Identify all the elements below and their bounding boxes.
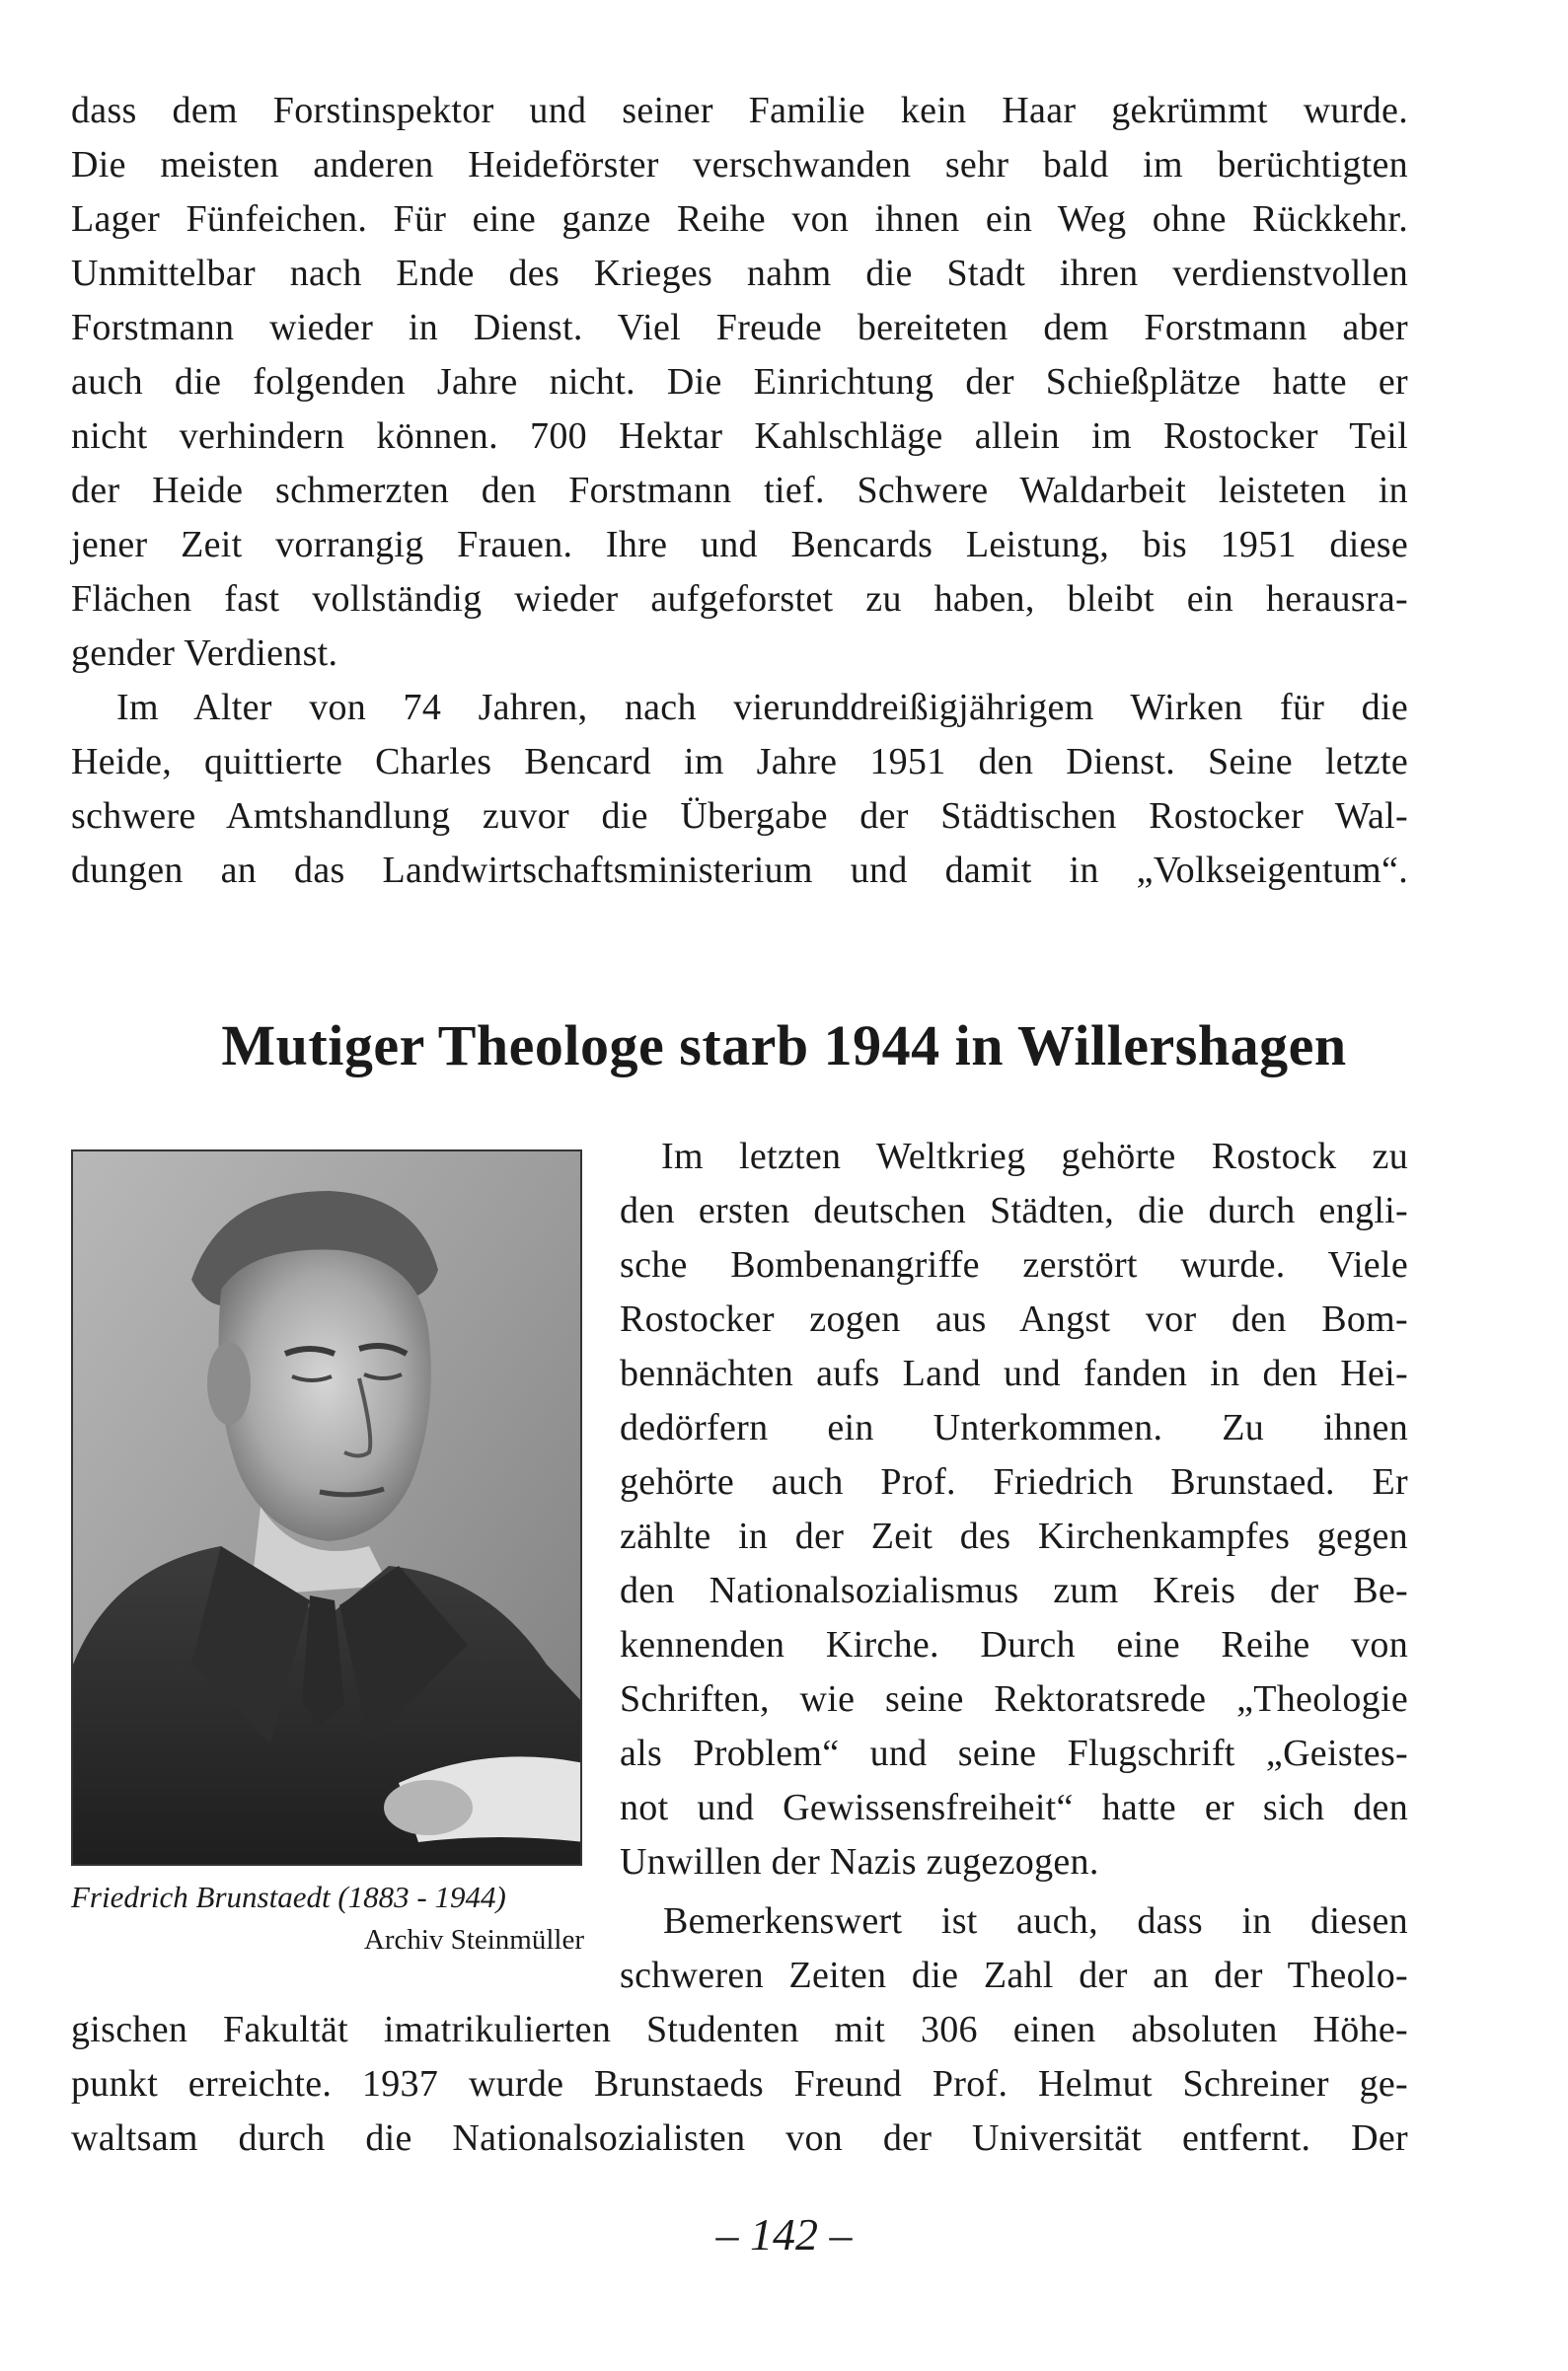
text-line: Lager Fünfeichen. Für eine ganze Reihe von ihnen ein Weg ohne Rückkehr. bbox=[71, 198, 1408, 240]
text-line: Unmittelbar nach Ende des Krieges nahm die Stadt ihren verdienstvollen bbox=[71, 253, 1408, 294]
photo-caption: Friedrich Brunstaedt (1883 - 1944) bbox=[71, 1880, 506, 1914]
text-line: dedörfern ein Unterkommen. Zu ihnen bbox=[620, 1407, 1408, 1448]
paragraph-first-line: Im Alter von 74 Jahren, nach vierunddreißigjährigem Wirken für die bbox=[116, 687, 1408, 728]
text-line: Flächen fast vollständig wieder aufgeforstet zu haben, bleibt ein herausra- bbox=[71, 578, 1408, 620]
text-line: der Heide schmerzten den Forstmann tief. Schwere Waldarbeit leisteten in bbox=[71, 470, 1408, 511]
text-line: Rostocker zogen aus Angst vor den Bom- bbox=[620, 1298, 1408, 1340]
photo-credit: Archiv Steinmüller bbox=[363, 1924, 584, 1956]
text-line: den Nationalsozialismus zum Kreis der Be- bbox=[620, 1570, 1408, 1611]
text-line: punkt erreichte. 1937 wurde Brunstaeds Freund Prof. Helmut Schreiner ge- bbox=[71, 2063, 1408, 2105]
text-line: dass dem Forstinspektor und seiner Familie kein Haar gekrümmt wurde. bbox=[71, 90, 1408, 131]
paragraph-first-line: Im letzten Weltkrieg gehörte Rostock zu bbox=[661, 1136, 1408, 1177]
text-line: gischen Fakultät imatrikulierten Studenten mit 306 einen absoluten Höhe- bbox=[71, 2009, 1408, 2050]
text-line: sche Bombenangriffe zerstört wurde. Viele bbox=[620, 1244, 1408, 1286]
text-line: Unwillen der Nazis zugezogen. bbox=[620, 1841, 1099, 1883]
text-line: not und Gewissensfreiheit“ hatte er sich den bbox=[620, 1787, 1408, 1828]
text-line: jener Zeit vorrangig Frauen. Ihre und Bencards Leistung, bis 1951 diese bbox=[71, 524, 1408, 565]
text-line: Die meisten anderen Heideförster verschwanden sehr bald im berüchtigten bbox=[71, 144, 1408, 185]
text-line: gender Verdienst. bbox=[71, 632, 338, 674]
text-line: Heide, quittierte Charles Bencard im Jahre 1951 den Dienst. Seine letzte bbox=[71, 741, 1408, 782]
text-line: Forstmann wieder in Dienst. Viel Freude bereiteten dem Forstmann aber bbox=[71, 307, 1408, 348]
portrait-image bbox=[73, 1151, 582, 1866]
text-line: als Problem“ und seine Flugschrift „Geistes- bbox=[620, 1733, 1408, 1774]
text-line: schweren Zeiten die Zahl der an der Theolo- bbox=[620, 1955, 1408, 1996]
section-heading: Mutiger Theologe starb 1944 in Willershagen bbox=[221, 1013, 1347, 1077]
portrait-photo bbox=[71, 1149, 582, 1866]
text-line: gehörte auch Prof. Friedrich Brunstaed. Er bbox=[620, 1461, 1408, 1503]
text-line: nicht verhindern können. 700 Hektar Kahlschläge allein im Rostocker Teil bbox=[71, 415, 1408, 457]
text-line: bennächten aufs Land und fanden in den Hei- bbox=[620, 1353, 1408, 1394]
text-line: kennenden Kirche. Durch eine Reihe von bbox=[620, 1624, 1408, 1666]
text-line: dungen an das Landwirtschaftsministerium und damit in „Volkseigentum“. bbox=[71, 850, 1408, 891]
paragraph-first-line: Bemerkenswert ist auch, dass in diesen bbox=[663, 1900, 1408, 1942]
text-line: auch die folgenden Jahre nicht. Die Einrichtung der Schießplätze hatte er bbox=[71, 361, 1408, 403]
text-line: den ersten deutschen Städten, die durch engli- bbox=[620, 1190, 1408, 1231]
text-line: Schriften, wie seine Rektoratsrede „Theologie bbox=[620, 1678, 1408, 1720]
text-line: schwere Amtshandlung zuvor die Übergabe der Städtischen Rostocker Wal- bbox=[71, 795, 1408, 837]
text-line: zählte in der Zeit des Kirchenkampfes gegen bbox=[620, 1516, 1408, 1557]
page-number: – 142 – bbox=[715, 2209, 853, 2260]
text-line: waltsam durch die Nationalsozialisten von der Universität entfernt. Der bbox=[71, 2117, 1408, 2159]
